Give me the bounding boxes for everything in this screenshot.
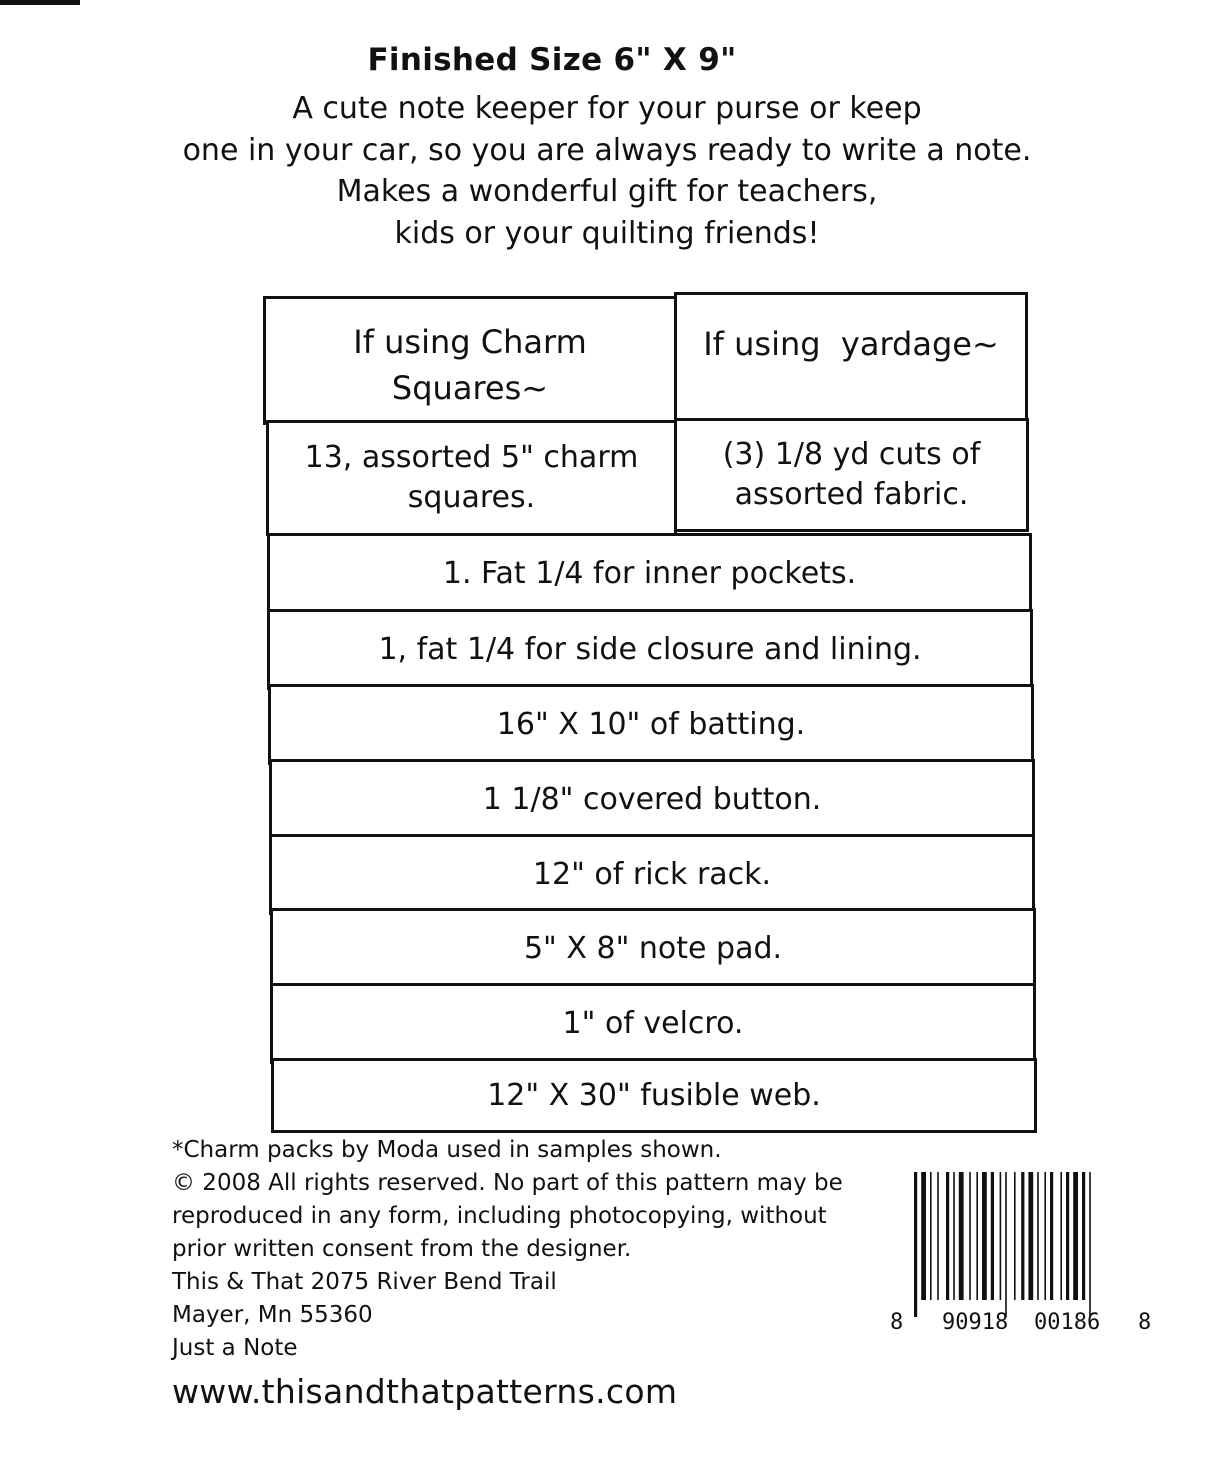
intro-line: one in your car, so you are always ready to write a note.	[182, 132, 1032, 168]
header-yardage-label: If using yardage~	[703, 325, 999, 363]
footer-line: This & That 2075 River Bend Trail	[172, 1269, 557, 1295]
footer-line: Mayer, Mn 55360	[172, 1302, 373, 1328]
footer-line: *Charm packs by Moda used in samples shown.	[172, 1137, 722, 1163]
intro-line: Makes a wonderful gift for teachers,	[336, 174, 878, 209]
barcode-check-digit: 8	[1138, 1310, 1152, 1335]
website-url: www.thisandthatpatterns.com	[172, 1372, 678, 1411]
footer-line: Just a Note	[172, 1335, 298, 1361]
barcode-icon	[912, 1172, 1144, 1317]
charm-squares-cell	[266, 420, 677, 536]
charm-line: squares.	[407, 480, 536, 515]
intro-text	[0, 88, 1214, 254]
supply-row: 16" X 10" of batting.	[268, 684, 1034, 765]
footer-info	[172, 1134, 843, 1411]
supply-row: 1" of velcro.	[270, 983, 1036, 1064]
page-title: Finished Size 6" X 9"	[367, 42, 737, 78]
header-charm-cell	[263, 296, 677, 425]
supply-row: 1, fat 1/4 for side closure and lining.	[267, 609, 1033, 690]
intro-line: kids or your quilting friends!	[394, 215, 820, 251]
charm-line: 13, assorted 5" charm	[304, 440, 639, 475]
supply-row: 5" X 8" note pad.	[270, 908, 1036, 989]
yardage-line: assorted fabric.	[734, 477, 969, 512]
footer-line: prior written consent from the designer.	[172, 1236, 632, 1262]
header-charm-line: If using Charm	[353, 323, 587, 361]
header-yardage-cell	[674, 292, 1028, 422]
yardage-line: (3) 1/8 yd cuts of	[722, 437, 981, 472]
barcode-middle-digits: 90918	[942, 1310, 1009, 1335]
intro-line: A cute note keeper for your purse or keep	[292, 91, 922, 126]
footer-line: reproduced in any form, including photocopying, without	[172, 1203, 827, 1229]
barcode-right-digits: 00186	[1034, 1310, 1101, 1335]
supply-row: 12" X 30" fusible web.	[271, 1058, 1037, 1133]
barcode-left-digit: 8	[890, 1310, 904, 1335]
supply-row: 1. Fat 1/4 for inner pockets.	[267, 533, 1032, 615]
footer-line: © 2008 All rights reserved. No part of this pattern may be	[172, 1170, 843, 1196]
yardage-cell	[674, 418, 1029, 532]
supply-row: 1 1/8" covered button.	[269, 759, 1035, 840]
corner-mark	[0, 0, 80, 5]
header-charm-line: Squares~	[391, 369, 549, 407]
supply-row: 12" of rick rack.	[269, 834, 1035, 915]
